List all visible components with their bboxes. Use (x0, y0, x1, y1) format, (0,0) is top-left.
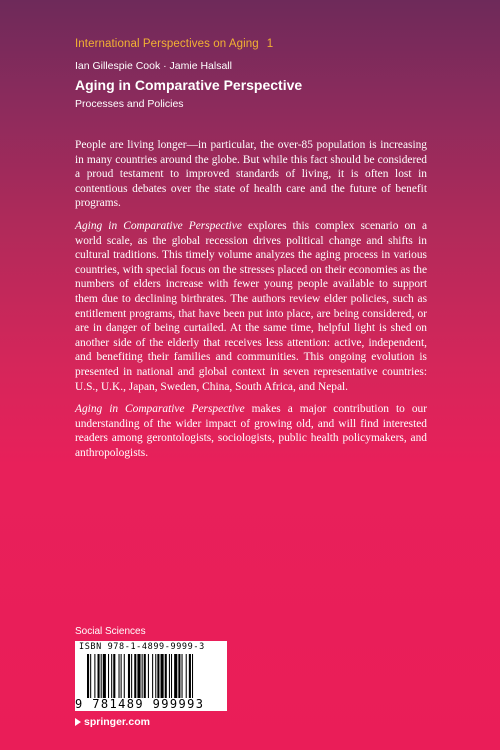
blurb (75, 138, 427, 468)
series-number: 1 (266, 38, 274, 50)
publisher-url: springer.com (84, 716, 150, 728)
authors: Ian Gillespie Cook · Jamie Halsall (75, 60, 232, 72)
blurb-p2-text: explores this complex scenario on a world scale, as the global recession drives political change and shifts in cultural traditions. This timely volume analyzes the aging process in various countries, with special focus on the stresses placed on their economies as the numbers of elders increase with fewer young people available to support them due to declining birthrates. The authors review elder policies, such as entitlement programs, that have been put into place, are being considered, or are in danger of being curtailed. At the same time, helpful light is shed on another side of the elderly that receives less attention: active, independent, and benefiting their families and communities. This ongoing evolution is presented in national and global context in seven representative countries: U.S., U.K., Japan, Sweden, China, South Africa, and Nepal. (75, 219, 428, 393)
blurb-p2-title: Aging in Comparative Perspective (75, 219, 242, 232)
subject-category: Social Sciences (75, 626, 146, 637)
blurb-paragraph-2 (75, 219, 427, 394)
series-name: International Perspectives on Aging (75, 38, 259, 50)
publisher-link[interactable] (75, 716, 150, 728)
isbn-label: ISBN 978-1-4899-9999-3 (79, 642, 205, 652)
barcode-digits: 9 781489 999993 (75, 697, 205, 711)
barcode-image (87, 654, 219, 698)
book-subtitle: Processes and Policies (75, 98, 184, 110)
blurb-p3-title: Aging in Comparative Perspective (75, 403, 245, 416)
series-title (75, 38, 273, 50)
blurb-paragraph-3 (75, 402, 427, 460)
blurb-p3-text: makes a major contribution to our understanding of the wider impact of growing old, and will find interested readers among gerontologists, sociologists, public health policymakers, and anthropologists. (75, 403, 427, 459)
barcode-box (75, 641, 227, 711)
blurb-paragraph-1: People are living longer—in particular, the over-85 population is increasing in many countries around the globe. But while this fact should be considered a proud testament to improved standards of living, it is often lost in contentious debates over the state of health care and the future of benefit programs. (75, 139, 427, 210)
book-title: Aging in Comparative Perspective (75, 77, 303, 93)
arrow-right-icon (75, 718, 81, 726)
